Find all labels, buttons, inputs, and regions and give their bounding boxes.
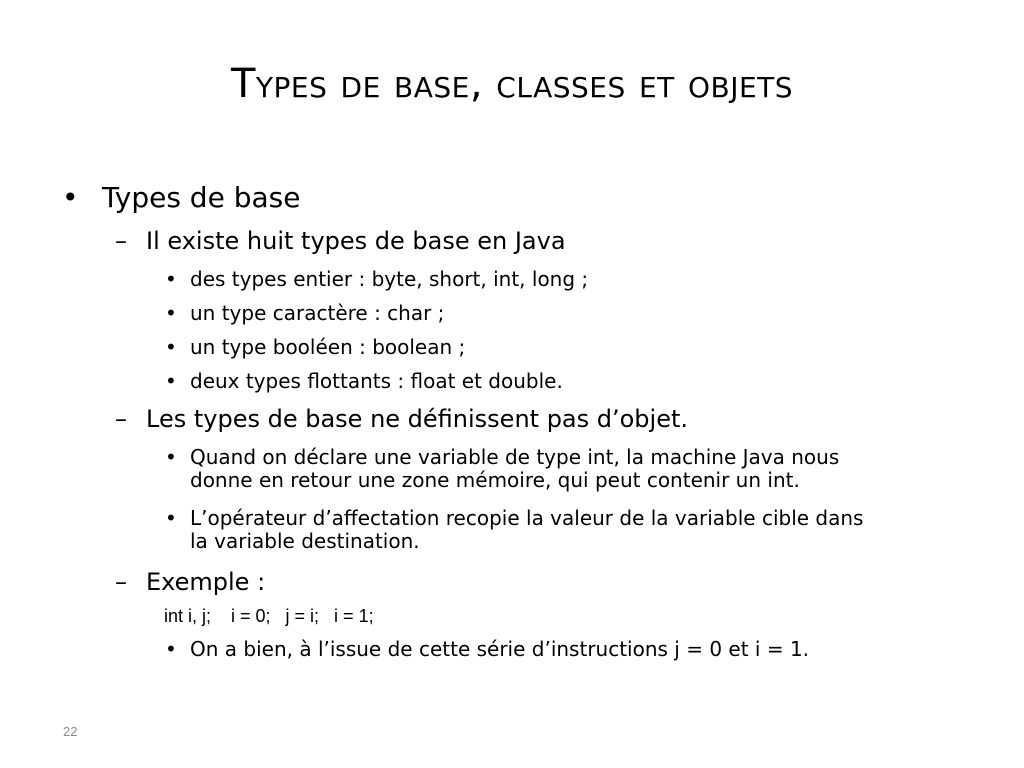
small-bullet-icon: • <box>165 335 177 359</box>
dash-icon: – <box>115 227 127 255</box>
dash-icon: – <box>115 405 127 433</box>
bullet-icon: • <box>62 181 79 214</box>
small-bullet-icon: • <box>165 637 177 661</box>
list-item <box>165 446 985 502</box>
bullet-types-de-base <box>62 182 382 216</box>
sub-bullet-example <box>115 569 375 599</box>
code-example: int i, j; i = 0; j = i; i = 1; <box>164 606 374 626</box>
list-item-text <box>190 507 863 553</box>
list-item <box>165 302 685 328</box>
list-item <box>165 507 985 563</box>
list-item-text: deux types flottants : float et double. <box>190 369 563 393</box>
sub-bullet-no-object <box>115 406 815 436</box>
bullet-text: Types de base <box>102 181 301 214</box>
line: donne en retour une zone mémoire, qui peut contenir un int. <box>190 468 800 492</box>
line: L’opérateur d’affectation recopie la valeur de la variable cible dans <box>190 506 864 530</box>
list-item-text: des types entier : byte, short, int, long ; <box>190 267 589 291</box>
list-item-text: On a bien, à l’issue de cette série d’instructions j = 0 et i = 1. <box>190 637 810 661</box>
dash-icon: – <box>115 568 127 596</box>
line: la variable destination. <box>190 529 420 553</box>
list-item-text: un type booléen : boolean ; <box>190 335 466 359</box>
list-item-text <box>190 446 839 492</box>
sub-bullet-text: Il existe huit types de base en Java <box>146 227 566 255</box>
sub-bullet-text: Exemple : <box>146 568 266 596</box>
small-bullet-icon: • <box>165 301 177 325</box>
list-item <box>165 370 685 396</box>
page-number: 22 <box>63 724 78 739</box>
small-bullet-icon: • <box>165 267 177 291</box>
list-item-text: un type caractère : char ; <box>190 301 445 325</box>
small-bullet-icon: • <box>165 445 177 469</box>
sub-bullet-text: Les types de base ne définissent pas d’objet. <box>146 405 689 433</box>
list-item <box>165 268 685 294</box>
line: Quand on déclare une variable de type int, la machine Java nous <box>190 445 840 469</box>
list-item <box>165 336 685 362</box>
sub-bullet-eight-types <box>115 228 635 258</box>
small-bullet-icon: • <box>165 369 177 393</box>
small-bullet-icon: • <box>165 506 177 530</box>
slide-title: Types de base, classes et objets <box>230 61 794 107</box>
list-item <box>165 638 945 664</box>
